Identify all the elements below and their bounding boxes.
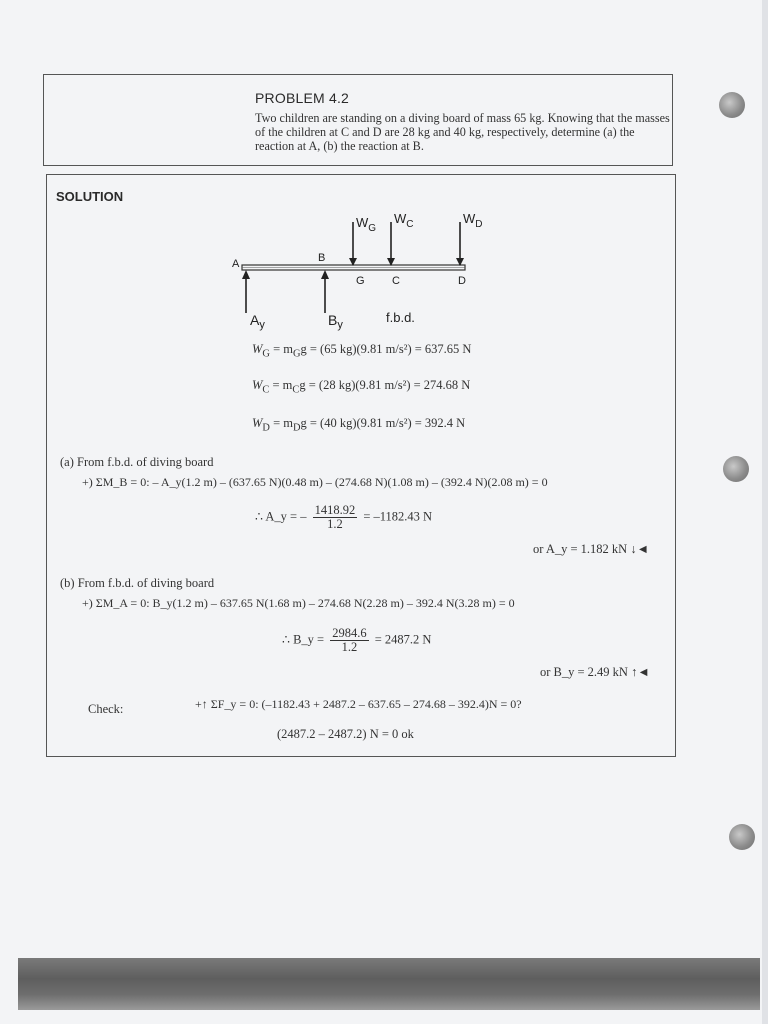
label-wd: $W_D$: [463, 211, 483, 230]
punch-hole: [729, 824, 755, 850]
label-point-b: B: [318, 252, 326, 264]
check-label: Check:: [88, 702, 124, 716]
part-b-heading: (b) From f.b.d. of diving board: [60, 576, 215, 590]
check-result: (2487.2 – 2487.2) N = 0 ok: [277, 727, 414, 741]
weight-eq-d: $W_D = m_Dg = (40$ kg)(9.81 m/s²) = 392.4 N: [252, 416, 466, 434]
scan-shadow-band: [18, 958, 760, 1010]
label-point-c: C: [392, 275, 400, 287]
part-b-by-calc: ∴ B_y = $\frac{2984.6}{1.2}$ = 2487.2 N: [282, 626, 432, 654]
punch-hole: [719, 92, 745, 118]
part-b-moment-equation: +) ΣM_A = 0: B_y(1.2 m) – 637.65 N(1.68 m) – 274.68 N(2.28 m) – 392.4 N(3.28 m) = 0: [82, 596, 515, 610]
free-body-diagram: [220, 205, 510, 335]
label-wg: $W_G$: [356, 215, 377, 234]
weight-eq-g: $W_G = m_Gg = (65$ kg)(9.81 m/s²) = 637.65 N: [252, 342, 472, 360]
part-a-moment-equation: +) ΣM_B = 0: – A_y(1.2 m) – (637.65 N)(0.48 m) – (274.68 N)(1.08 m) – (392.4 N)(2.08 m) = 0: [82, 475, 548, 489]
weight-eq-c: $W_C = m_Cg = (28$ kg)(9.81 m/s²) = 274.68 N: [252, 378, 471, 396]
part-a-answer: or A_y = 1.182 kN ↓◄: [533, 542, 649, 556]
label-point-d: D: [458, 275, 466, 287]
label-ay: $A_y$: [250, 312, 265, 331]
label-point-a: A: [232, 258, 240, 270]
check-equation: +↑ ΣF_y = 0: (–1182.43 + 2487.2 – 637.65 – 274.68 – 392.4)N = 0?: [195, 697, 522, 711]
part-a-heading: (a) From f.b.d. of diving board: [60, 455, 214, 469]
label-wc: $W_C$: [394, 211, 414, 230]
part-a-ay-calc: ∴ A_y = – $\frac{1418.92}{1.2}$ = –1182.43 N: [255, 503, 433, 531]
label-by: $B_y$: [328, 312, 343, 331]
label-fbd: f.b.d.: [386, 310, 415, 325]
part-b-answer: or B_y = 2.49 kN ↑◄: [540, 665, 650, 679]
page-edge: [762, 0, 768, 1024]
solution-label: SOLUTION: [56, 189, 124, 204]
punch-hole: [723, 456, 749, 482]
problem-title: PROBLEM 4.2: [255, 90, 350, 106]
problem-statement: Two children are standing on a diving board of mass 65 kg. Knowing that the masses of the children at C and D are 28 kg and 40 kg, respectively, determine (a) the reaction at A, (b) the reaction at B.: [255, 111, 670, 153]
label-point-g: G: [356, 275, 365, 287]
